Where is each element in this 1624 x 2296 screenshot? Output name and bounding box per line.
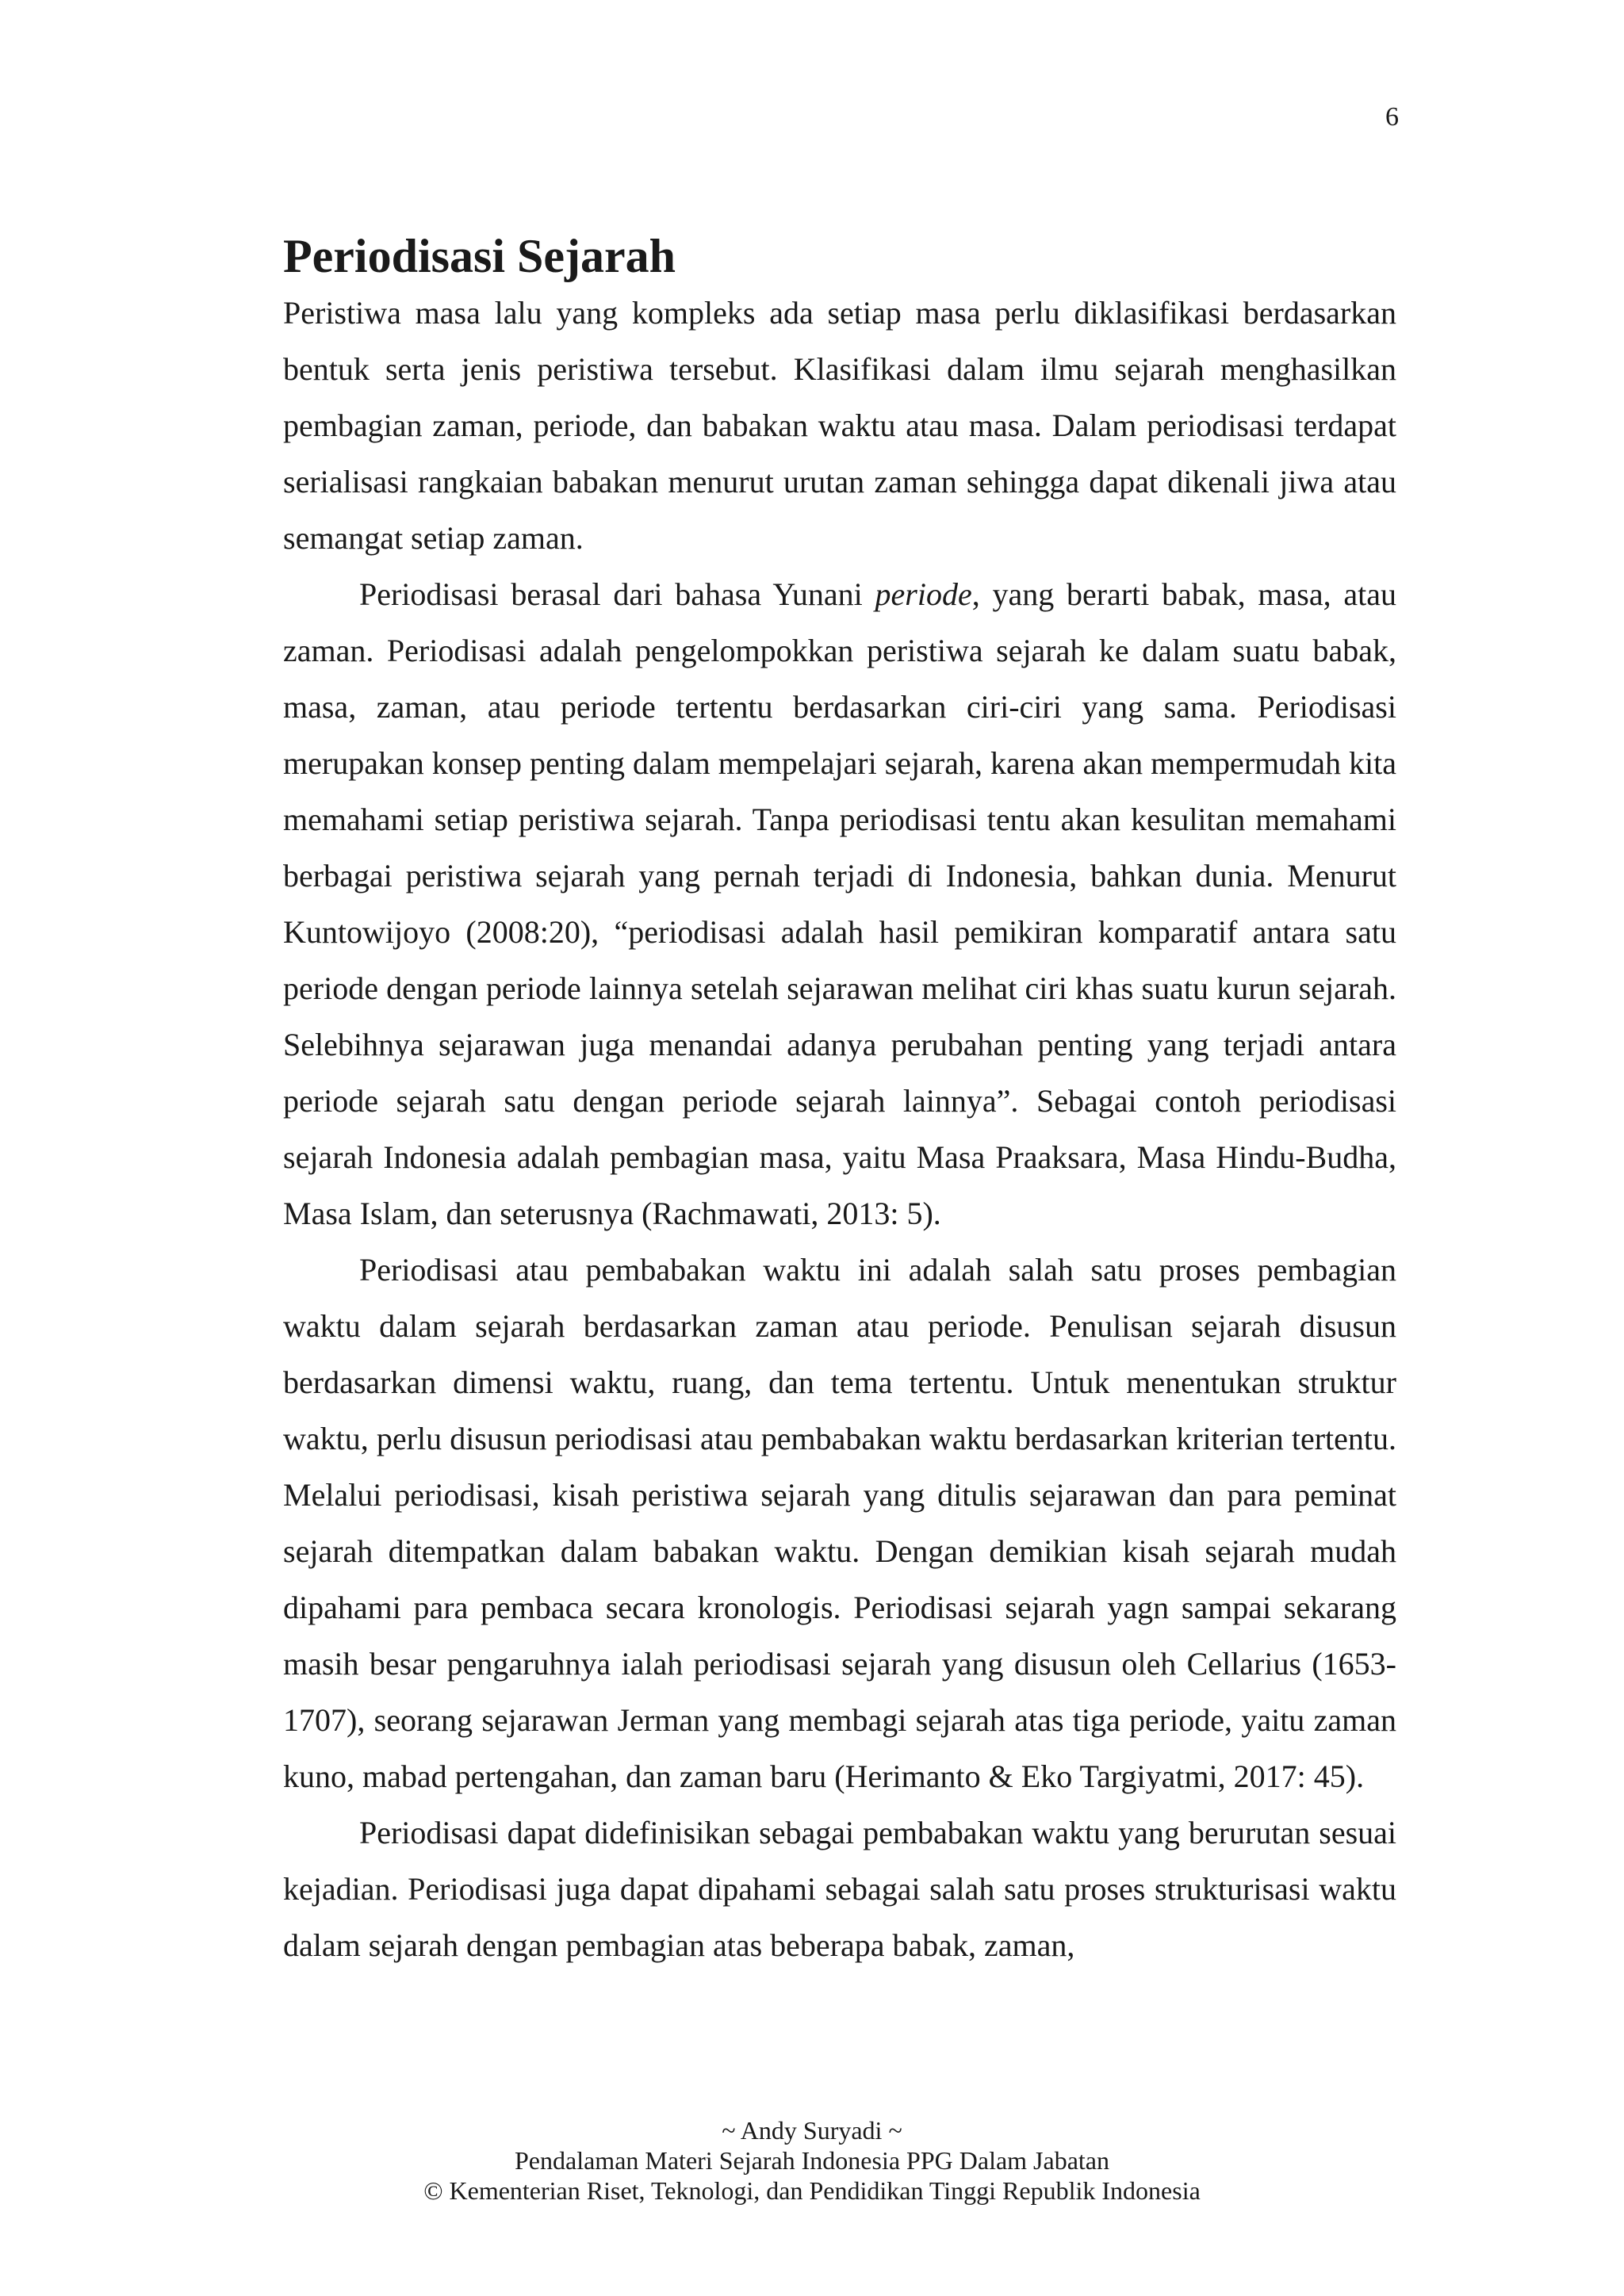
paragraph-3: Periodisasi atau pembabakan waktu ini adalah salah satu proses pembagian waktu dalam sejarah berdasarkan zaman atau periode. Penulisan sejarah disusun berdasarkan dimensi waktu, ruang, dan tema tertentu. Untuk menentukan struktur waktu, perlu disusun periodisasi atau pembabakan waktu berdasarkan kriterian tertentu. Melalui periodisasi, kisah peristiwa sejarah yang ditulis sejarawan dan para peminat sejarah ditempatkan dalam babakan waktu. Dengan demikian kisah sejarah mudah dipahami para pembaca secara kronologis. Periodisasi sejarah yagn sampai sekarang masih besar pengaruhnya ialah periodisasi sejarah yang disusun oleh Cellarius (1653-1707), seorang sejarawan Jerman yang membagi sejarah atas tiga periode, yaitu zaman kuno, mabad pertengahan, dan zaman baru (Herimanto & Eko Targiyatmi, 2017: 45).	[283, 1252, 1396, 1794]
footer-author: ~ Andy Suryadi ~	[722, 2116, 902, 2145]
italic-term-periode: periode	[875, 576, 972, 612]
footer-book-title: Pendalaman Materi Sejarah Indonesia PPG Dalam Jabatan	[515, 2146, 1109, 2175]
section-title: Periodisasi Sejarah	[283, 230, 676, 282]
paragraph-2-rest: , yang berarti babak, masa, atau zaman. Periodisasi adalah pengelompokkan peristiwa sejarah ke dalam suatu babak, masa, zaman, atau periode tertentu berdasarkan ciri-ciri yang sama. Periodisasi merupakan konsep penting dalam mempelajari sejarah, karena akan mempermudah kita memahami setiap peristiwa sejarah. Tanpa periodisasi tentu akan kesulitan memahami berbagai peristiwa sejarah yang pernah terjadi di Indonesia, bahkan dunia. Menurut Kuntowijoyo (2008:20), “periodisasi adalah hasil pemikiran komparatif antara satu periode dengan periode lainnya setelah sejarawan melihat ciri khas suatu kurun sejarah. Selebihnya sejarawan juga menandai adanya perubahan penting yang terjadi antara periode sejarah satu dengan periode sejarah lainnya”. Sebagai contoh periodisasi sejarah Indonesia adalah pembagian masa, yaitu Masa Praaksara, Masa Hindu-Budha, Masa Islam, dan seterusnya (Rachmawati, 2013: 5).	[283, 576, 1396, 1231]
page-number: 6	[1385, 102, 1399, 132]
footer-copyright: © Kementerian Riset, Teknologi, dan Pendidikan Tinggi Republik Indonesia	[423, 2176, 1201, 2205]
paragraph-4: Periodisasi dapat didefinisikan sebagai pembabakan waktu yang berurutan sesuai kejadian. Periodisasi juga dapat dipahami sebagai salah satu proses strukturisasi waktu dalam sejarah dengan pembagian atas beberapa babak, zaman,	[283, 1815, 1396, 1963]
paragraph-2	[283, 566, 1396, 1242]
page-footer	[0, 2115, 1624, 2206]
paragraph-2-lead: Periodisasi berasal dari bahasa Yunani	[359, 576, 875, 612]
document-body	[283, 228, 1396, 1973]
paragraph-1: Peristiwa masa lalu yang kompleks ada setiap masa perlu diklasifikasi berdasarkan bentuk serta jenis peristiwa tersebut. Klasifikasi dalam ilmu sejarah menghasilkan pembagian zaman, periode, dan babakan waktu atau masa. Dalam periodisasi terdapat serialisasi rangkaian babakan menurut urutan zaman sehingga dapat dikenali jiwa atau semangat setiap zaman.	[283, 295, 1396, 556]
